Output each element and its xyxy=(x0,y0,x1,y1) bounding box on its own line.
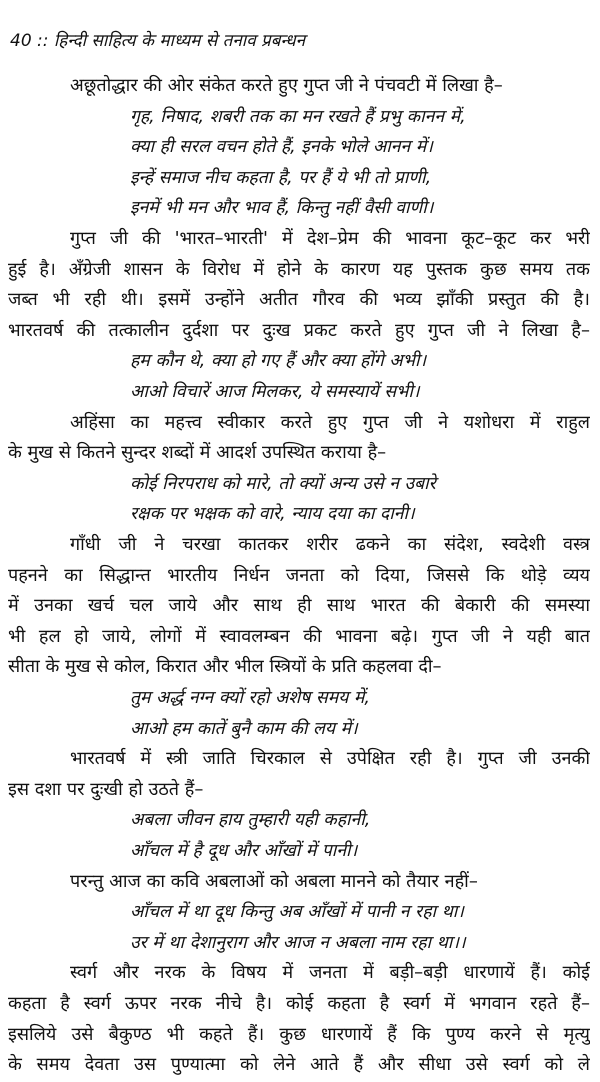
paragraph-first-line: अहिंसा का महत्त्व स्वीकार करते हुए गुप्त जी ने यशोधरा में राहुल xyxy=(70,411,590,433)
paragraph-line: के समय देवता उस पुण्यात्मा को लेने आते हैं और सीधा उसे स्वर्ग को ले xyxy=(8,1054,590,1076)
verse-line: आओ विचारें आज मिलकर, ये समस्यायें सभी। xyxy=(130,382,420,402)
paragraph-line: पहनने का सिद्धान्त भारतीय निर्धन जनता को दिया, जिससे कि थोड़े व्यय xyxy=(8,564,590,586)
paragraph-line: कहता है स्वर्ग ऊपर नरक नीचे है। कोई कहता है स्वर्ग में भगवान रहते हैं– xyxy=(8,993,590,1014)
paragraph-line: भी हल हो जाये, लोगों में स्वावलम्बन की भावना बढ़े। गुप्त जी ने यही बात xyxy=(8,625,590,647)
paragraph-first-line: गाँधी जी ने चरखा कातकर शरीर ढकने का संदेश, स्वदेशी वस्त्र xyxy=(70,534,590,555)
verse-line: इनमें भी मन और भाव हैं, किन्तु नहीं वैसी वाणी। xyxy=(130,198,434,219)
paragraph-line: के मुख से कितने सुन्दर शब्दों में आदर्श उपस्थित कराया है– xyxy=(8,442,387,464)
verse-line: तुम अर्द्ध नग्न क्यों रहो अशेष समय में, xyxy=(130,688,370,708)
paragraph-first-line: भारतवर्ष में स्त्री जाति चिरकाल से उपेक्षित रही है। गुप्त जी उनकी xyxy=(70,748,590,770)
verse-line: उर में था देशानुराग और आज न अबला नाम रहा था।। xyxy=(130,932,466,953)
paragraph-line: सीता के मुख से कोल, किरात और भील स्त्रियों के प्रति कहलवा दी– xyxy=(8,656,442,678)
paragraph-line: इसलिये उसे बैकुण्ठ भी कहते हैं। कुछ धारणायें हैं कि पुण्य करने से मृत्यु xyxy=(8,1023,590,1045)
verse-line: गृह, निषाद, शबरी तक का मन रखते हैं प्रभु कानन में, xyxy=(130,106,466,127)
page-header: 40 :: हिन्दी साहित्य के माध्यम से तनाव प्रबन्धन xyxy=(10,31,306,51)
paragraph-first-line: अछूतोद्धार की ओर संकेत करते हुए गुप्त जी ने पंचवटी में लिखा है– xyxy=(70,75,503,96)
verse-line: आँचल में था दूध किन्तु अब आँखों में पानी न रहा था। xyxy=(130,902,464,923)
paragraph-line: इस दशा पर दुःखी हो उठते हैं– xyxy=(8,778,204,800)
paragraph-line: में उनका खर्च चल जाये और साथ ही साथ भारत की बेकारी की समस्या xyxy=(8,595,590,617)
paragraph-first-line: परन्तु आज का कवि अबलाओं को अबला मानने को तैयार नहीं– xyxy=(70,870,478,892)
verse-line: इन्हें समाज नीच कहता है, पर हैं ये भी तो प्राणी, xyxy=(130,167,432,188)
verse-line: अबला जीवन हाय तुम्हारी यही कहानी, xyxy=(130,810,371,831)
verse-line: आओ हम कातें बुनै काम की लय में। xyxy=(130,718,358,739)
paragraph-line: जब्त भी रही थी। इसमें उन्होंने अतीत गौरव की भव्य झाँकी प्रस्तुत की है। xyxy=(8,289,590,311)
verse-line: क्या ही सरल वचन होते हैं, इनके भोले आनन में। xyxy=(130,137,433,158)
verse-line: हम कौन थे, क्या हो गए हैं और क्या होंगे अभी। xyxy=(130,351,427,372)
verse-line: कोई निरपराध को मारे, तो क्यों अन्य उसे न उबारे xyxy=(130,473,436,494)
verse-line: रक्षक पर भक्षक को वारे, न्याय दया का दानी। xyxy=(130,504,415,525)
paragraph-line: हुई है। अँग्रेजी शासन के विरोध में होने के कारण यह पुस्तक कुछ समय तक xyxy=(8,258,590,280)
verse-line: आँचल में है दूध और आँखों में पानी। xyxy=(130,841,358,861)
paragraph-line: भारतवर्ष की तत्कालीन दुर्दशा पर दुःख प्रकट करते हुए गुप्त जी ने लिखा है– xyxy=(8,319,590,341)
paragraph-first-line: गुप्त जी की 'भारत–भारती' में देश–प्रेम की भावना कूट–कूट कर भरी xyxy=(70,228,590,249)
paragraph-first-line: स्वर्ग और नरक के विषय में जनता में बड़ी–बड़ी धारणायें हैं। कोई xyxy=(70,962,590,984)
